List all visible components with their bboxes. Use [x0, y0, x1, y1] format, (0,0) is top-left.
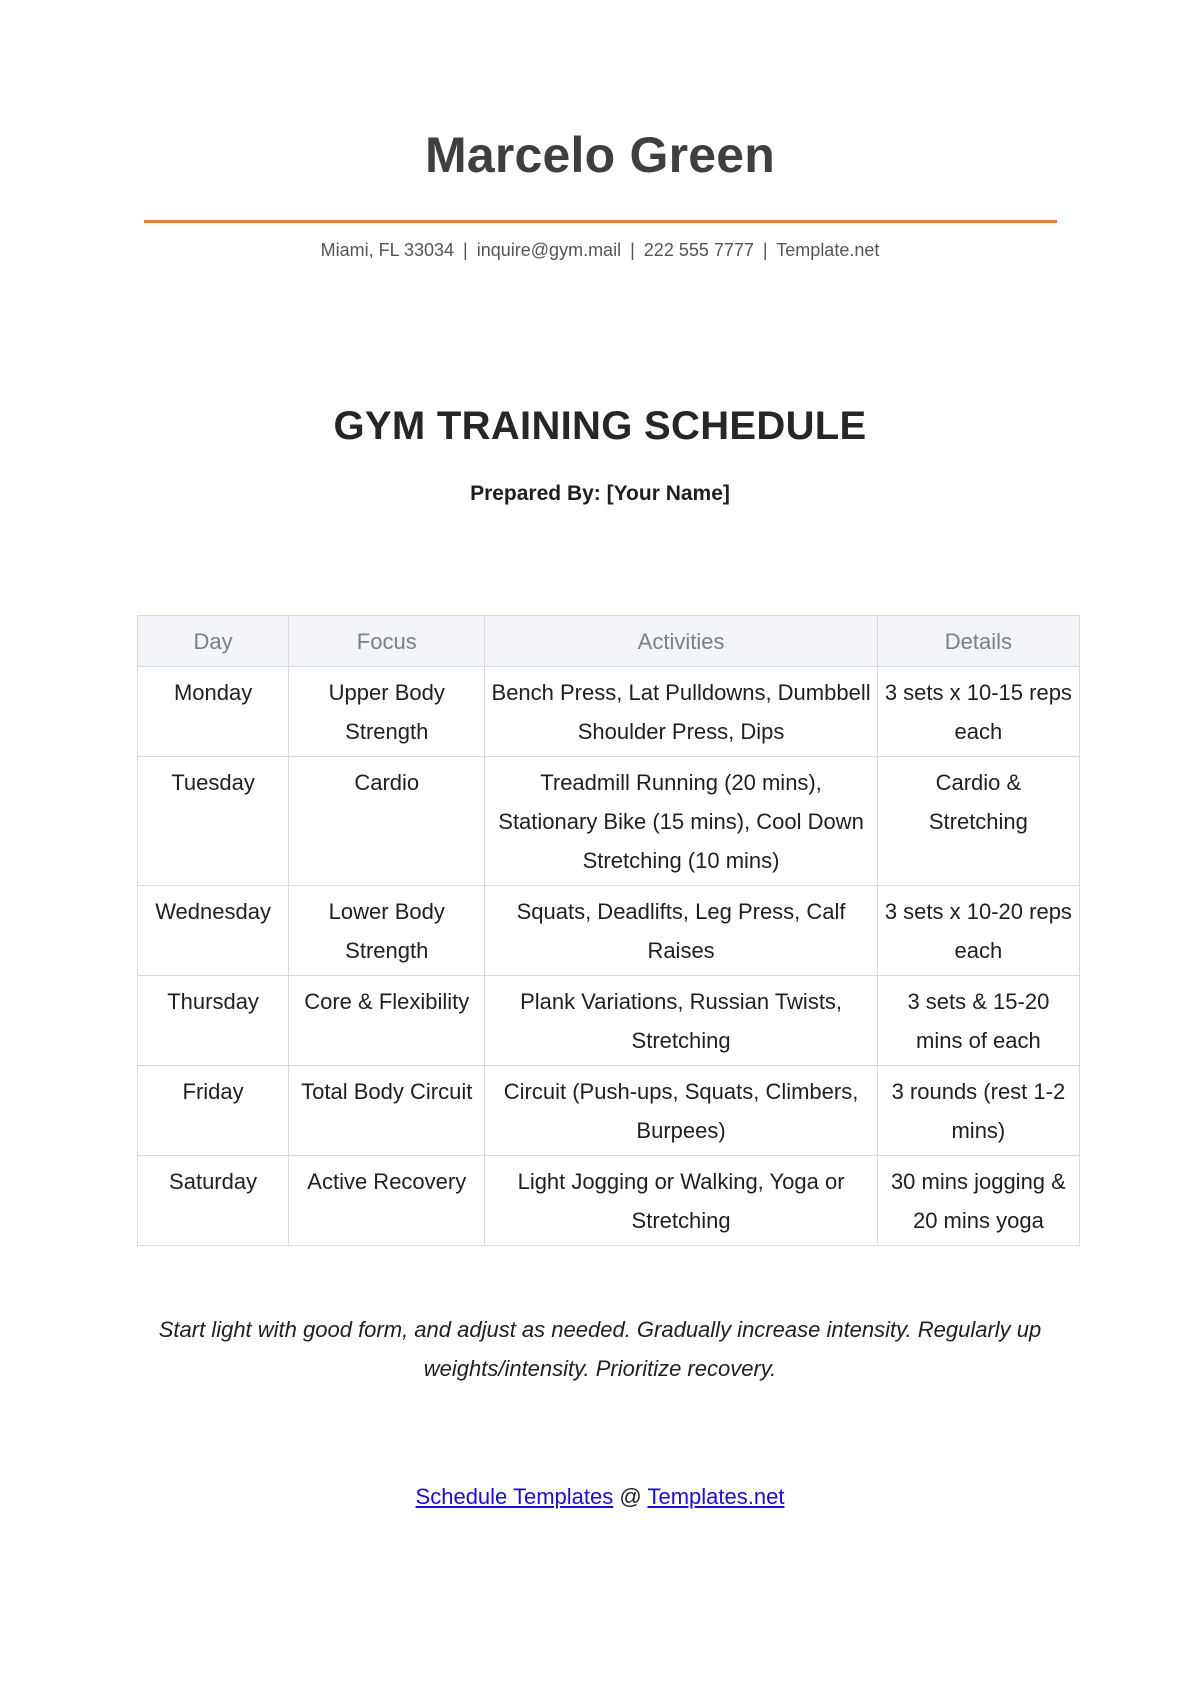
cell-activities: Light Jogging or Walking, Yoga or Stretching — [485, 1156, 877, 1246]
cell-details: 3 sets x 10-15 reps each — [877, 667, 1079, 757]
cell-details: Cardio & Stretching — [877, 757, 1079, 886]
cell-focus: Active Recovery — [289, 1156, 485, 1246]
schedule-templates-link[interactable]: Schedule Templates — [415, 1484, 614, 1509]
cell-focus: Cardio — [289, 757, 485, 886]
schedule-table — [137, 615, 1080, 1246]
cell-focus: Total Body Circuit — [289, 1066, 485, 1156]
training-note: Start light with good form, and adjust as needed. Gradually increase intensity. Regularly up weights/intensity. Prioritize recovery. — [158, 1317, 1042, 1381]
contact-email: inquire@gym.mail — [476, 240, 622, 260]
cell-details: 3 sets & 15-20 mins of each — [877, 976, 1079, 1066]
table-row — [138, 667, 1080, 757]
contact-website: Template.net — [776, 240, 880, 260]
table-row — [138, 757, 1080, 886]
contact-separator: | — [762, 240, 768, 260]
contact-line — [0, 240, 1200, 261]
contact-separator: | — [463, 240, 468, 260]
table-row — [138, 1156, 1080, 1246]
cell-activities: Circuit (Push-ups, Squats, Climbers, Burpees) — [485, 1066, 877, 1156]
cell-focus: Core & Flexibility — [289, 976, 485, 1066]
table-row — [138, 1066, 1080, 1156]
cell-day: Friday — [138, 1066, 289, 1156]
column-header-details: Details — [877, 616, 1079, 667]
footer-at-sign: @ — [619, 1484, 642, 1509]
cell-day: Monday — [138, 667, 289, 757]
cell-details: 3 sets x 10-20 reps each — [877, 886, 1079, 976]
cell-focus: Lower Body Strength — [289, 886, 485, 976]
contact-phone: 222 555 7777 — [643, 240, 754, 260]
table-row — [138, 886, 1080, 976]
cell-day: Thursday — [138, 976, 289, 1066]
contact-separator: | — [630, 240, 635, 260]
contact-address: Miami, FL 33034 — [320, 240, 455, 260]
cell-day: Tuesday — [138, 757, 289, 886]
cell-day: Wednesday — [138, 886, 289, 976]
column-header-activities: Activities — [485, 616, 877, 667]
cell-activities: Plank Variations, Russian Twists, Stretching — [485, 976, 877, 1066]
cell-activities: Bench Press, Lat Pulldowns, Dumbbell Shoulder Press, Dips — [485, 667, 877, 757]
header-divider — [144, 220, 1057, 223]
table-row — [138, 976, 1080, 1066]
templates-net-link[interactable]: Templates.net — [647, 1484, 785, 1509]
header-name: Marcelo Green — [425, 127, 775, 183]
prepared-by: Prepared By: [Your Name] — [470, 482, 730, 505]
table-header-row — [138, 616, 1080, 667]
document-title: GYM TRAINING SCHEDULE — [333, 404, 867, 448]
cell-focus: Upper Body Strength — [289, 667, 485, 757]
cell-day: Saturday — [138, 1156, 289, 1246]
footer — [0, 1484, 1200, 1510]
cell-details: 30 mins jogging & 20 mins yoga — [877, 1156, 1079, 1246]
cell-activities: Treadmill Running (20 mins), Stationary Bike (15 mins), Cool Down Stretching (10 mins) — [485, 757, 877, 886]
column-header-focus: Focus — [289, 616, 485, 667]
cell-details: 3 rounds (rest 1-2 mins) — [877, 1066, 1079, 1156]
cell-activities: Squats, Deadlifts, Leg Press, Calf Raises — [485, 886, 877, 976]
column-header-day: Day — [138, 616, 289, 667]
